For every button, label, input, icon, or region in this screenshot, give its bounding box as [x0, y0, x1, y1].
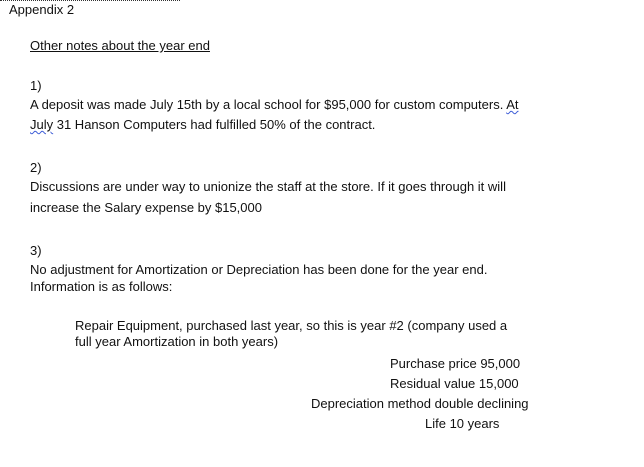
- page-title: Appendix 2: [9, 2, 75, 17]
- depreciation-method: Depreciation method double declining: [311, 396, 529, 411]
- spellcheck-word-at: At: [506, 97, 519, 112]
- note-1-line-1-text: A deposit was made July 15th by a local school for $95,000 for custom computers.: [30, 97, 507, 112]
- note-3-line-1: No adjustment for Amortization or Depreciation has been done for the year end.: [30, 262, 488, 277]
- spellcheck-word-july: July: [30, 117, 54, 132]
- note-3-line-2: Information is as follows:: [30, 279, 173, 294]
- section-heading: Other notes about the year end: [30, 38, 210, 53]
- note-3-number: 3): [30, 243, 42, 258]
- note-2-number: 2): [30, 160, 42, 175]
- purchase-price: Purchase price 95,000: [390, 356, 521, 371]
- note-1-line-1: [30, 97, 519, 113]
- residual-value: Residual value 15,000: [390, 376, 519, 391]
- useful-life: Life 10 years: [425, 416, 500, 431]
- note-1-number: 1): [30, 78, 42, 93]
- equipment-line-1: Repair Equipment, purchased last year, so this is year #2 (company used a: [75, 318, 508, 333]
- note-1-line-2-text: 31 Hanson Computers had fulfilled 50% of the contract.: [53, 117, 376, 132]
- note-2-line-1: Discussions are under way to unionize the staff at the store. If it goes through it will: [30, 179, 506, 194]
- note-2-line-2: increase the Salary expense by $15,000: [30, 200, 262, 215]
- equipment-line-2: full year Amortization in both years): [75, 334, 279, 349]
- note-1-line-2: [30, 117, 375, 133]
